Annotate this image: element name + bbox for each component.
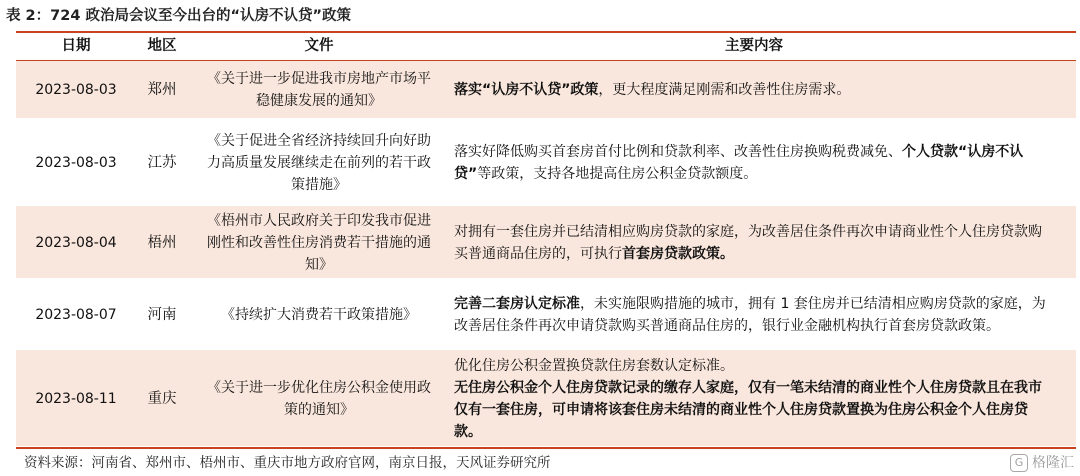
header-region: 地区 [147,38,177,54]
row-date: 2023-08-03 [35,82,117,98]
row-region: 江苏 [147,154,177,171]
content-emphasis: 落实“认房不认贷”政策 [454,82,599,98]
content-text: ，未实施限购措施的城市，拥有 1 套住房并已结清相应购房贷款的家庭，为改善居住条件再次申请贷款购买普通商品住房的，银行业金融机构执行首套房贷款政策。 [454,295,1046,334]
row-content-cell [454,61,1054,119]
row-document: 《关于促进全省经济持续回升向好助力高质量发展继续走在前列的若干政策措施》 [207,132,431,193]
row-date: 2023-08-11 [35,390,117,407]
row-region: 重庆 [147,390,177,407]
content-emphasis: 完善二套房认定标准 [454,295,580,312]
row-document: 《梧州市人民政府关于印发我市促进刚性和改善性住房消费若干措施的通知》 [207,212,431,273]
row-content-cell [454,206,1054,279]
row-document-cell [196,279,442,350]
content-text: 对拥有一套住房并已结清相应购房贷款的家庭，为改善居住条件再次申请商业性个人住房贷款购买普通商品住房的，可执行 [454,223,1042,262]
row-date: 2023-08-04 [35,234,117,251]
row-date: 2023-08-03 [35,154,117,171]
watermark-text: 格隆汇 [1032,455,1074,471]
row-content [454,221,1054,265]
table-row [16,61,1076,119]
content-emphasis: 无住房公积金个人住房贷款记录的缴存人家庭，仅有一笔未结清的商业性个人住房贷款且在我市仅有一套住房，可申请将该套住房未结清的商业性个人住房贷款置换为住房公积金个人住房贷款。 [454,379,1042,440]
row-document: 《持续扩大消费若干政策措施》 [221,306,417,323]
row-document: 《关于进一步优化住房公积金使用政策的通知》 [207,379,431,418]
content-text: 等政策，支持各地提高住房公积金贷款额度。 [477,165,758,182]
row-document-cell [196,61,442,119]
table-header [16,33,1076,60]
table-row [16,350,1076,447]
watermark [1010,452,1074,474]
row-content-cell [454,350,1054,447]
row-content [454,79,1054,101]
table-title: 表 2：724 政治局会议至今出台的“认房不认贷”政策 [6,8,352,24]
header-document: 文件 [304,38,334,54]
source-note: 资料来源：河南省、郑州市、梧州市、重庆市地方政府官网，南京日报，天风证券研究所 [24,455,551,471]
row-document-cell [196,350,442,447]
header-date: 日期 [61,38,91,54]
table-row [16,119,1076,206]
watermark-logo-icon: G [1010,454,1028,472]
row-content [454,141,1054,185]
content-text: 优化住房公积金置换贷款住房套数认定标准。 [454,357,734,374]
content-emphasis: 首套房贷款政策。 [622,245,734,262]
bottom-rule [16,447,1076,449]
content-text: ，更大程度满足刚需和改善性住房需求。 [598,82,851,98]
row-document-cell [196,206,442,279]
row-date: 2023-08-07 [35,306,117,323]
table-row [16,279,1076,350]
row-content [454,293,1054,337]
content-emphasis: 个人贷款“认房不认贷” [454,143,1024,182]
row-content-cell [454,119,1054,206]
row-content [454,355,1054,443]
row-region: 河南 [147,306,177,323]
row-region: 郑州 [147,82,177,98]
header-content: 主要内容 [725,38,783,54]
row-content-cell [454,279,1054,350]
row-document: 《关于进一步促进我市房地产市场平稳健康发展的通知》 [207,71,431,109]
row-document-cell [196,119,442,206]
row-region: 梧州 [147,234,177,251]
content-text: 落实好降低购买首套房首付比例和贷款利率、改善性住房换购税费减免、 [454,143,902,160]
table-row [16,206,1076,279]
